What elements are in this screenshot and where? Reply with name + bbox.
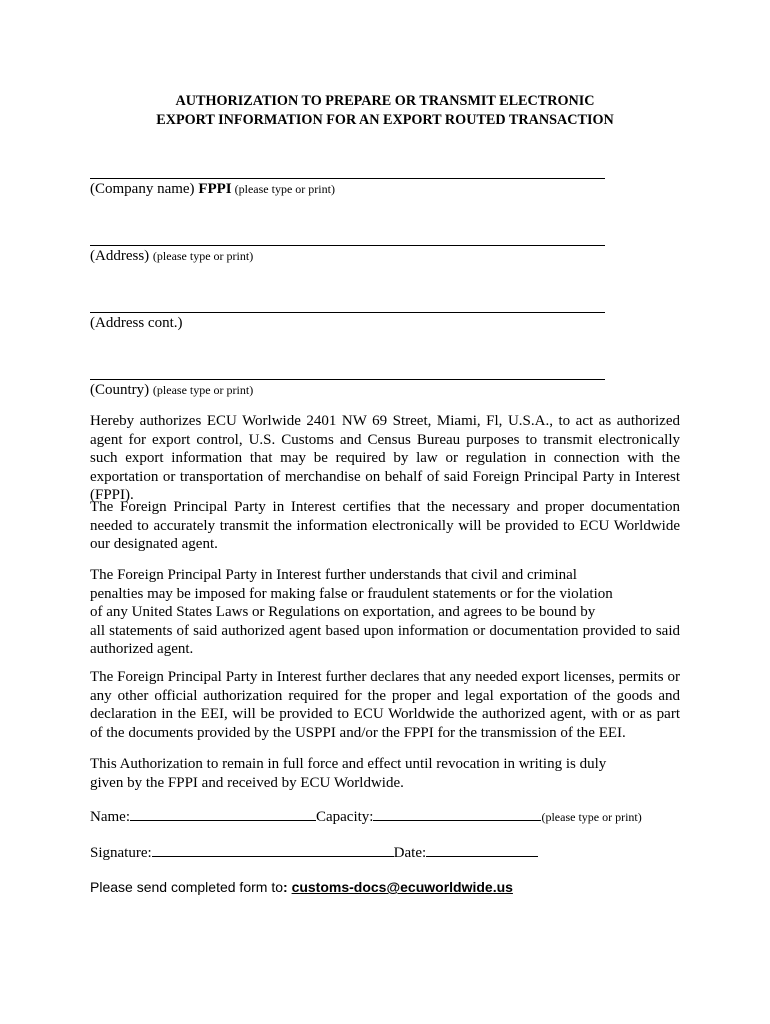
- address-hint: (please type or print): [152, 249, 254, 263]
- revocation-paragraph: This Authorization to remain in full force and effect until revocation in writing is duly given by the FPPI and received by ECU Worldwide.: [90, 756, 607, 791]
- licenses-paragraph: The Foreign Principal Party in Interest further declares that any needed export licenses, permits or any other official authorization required for the proper and legal exportation of the goods and declaration in the EEI, will be provided to ECU Worldwide the authorized agent, with or as part of the documents provided by the USPPI and/or the FPPI for the transmission of the EEI.: [90, 669, 680, 741]
- capacity-field[interactable]: [373, 806, 541, 821]
- country-label: (Country) (please type or print): [90, 382, 254, 398]
- authorization-paragraph: Hereby authorizes ECU Worlwide 2401 NW 69 Street, Miami, Fl, U.S.A., to act as authorized agent for export control, U.S. Customs and Census Bureau purposes to transmit electronically such export information that may be required by law or regulation in connection with the exportation or transportation of merchandise on behalf of said Foreign Principal Party in Interest (FPPI).: [90, 413, 680, 503]
- date-field[interactable]: [426, 842, 538, 857]
- name-field[interactable]: [130, 806, 316, 821]
- company-name-line[interactable]: [90, 178, 605, 179]
- form-title: [90, 92, 680, 130]
- address-line[interactable]: [90, 245, 605, 246]
- company-name-label: (Company name) FPPI (please type or print): [90, 181, 335, 197]
- signature-label: Signature:: [90, 845, 152, 861]
- form-title-line-1: AUTHORIZATION TO PREPARE OR TRANSMIT ELECTRONIC: [175, 93, 595, 109]
- company-name-hint: (please type or print): [231, 182, 335, 196]
- fppi-label: FPPI: [198, 181, 232, 197]
- send-instructions: Please send completed form to: customs-docs@ecuworldwide.us: [90, 879, 513, 895]
- address-label: (Address) (please type or print): [90, 248, 254, 264]
- name-capacity-row: [90, 806, 642, 826]
- form-title-line-2: EXPORT INFORMATION FOR AN EXPORT ROUTED TRANSACTION: [156, 112, 614, 128]
- signature-field[interactable]: [152, 842, 394, 857]
- capacity-label: Capacity:: [315, 809, 374, 825]
- liability-paragraph: The Foreign Principal Party in Interest further understands that civil and criminal penalties may be imposed for making false or fraudulent statements or for the violation of any United States Laws or Regulations on exportation, and agrees to be bound by all statements of said authorized agent based upon information or documentation provided to said authorized agent.: [90, 567, 680, 657]
- email-link[interactable]: customs-docs@ecuworldwide.us: [291, 879, 513, 895]
- name-label: Name:: [90, 809, 130, 825]
- capacity-hint: (please type or print): [541, 810, 642, 824]
- address-cont-line[interactable]: [90, 312, 605, 313]
- address-cont-label: (Address cont.): [90, 315, 183, 331]
- signature-date-row: [90, 842, 538, 862]
- certification-paragraph: The Foreign Principal Party in Interest certifies that the necessary and proper documentation needed to accurately transmit the information electronically will be provided to ECU Worldwide our designated agent.: [90, 499, 680, 552]
- country-line[interactable]: [90, 379, 605, 380]
- country-hint: (please type or print): [152, 383, 254, 397]
- date-label: Date:: [393, 845, 427, 861]
